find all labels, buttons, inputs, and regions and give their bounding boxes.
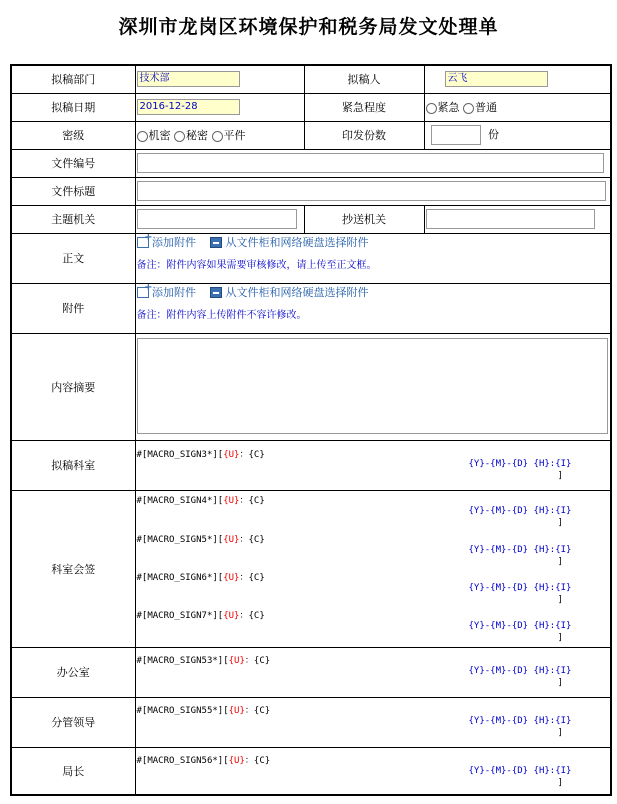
- attach-label: 附件: [11, 283, 135, 333]
- secret-option-confidential[interactable]: 机密: [137, 129, 171, 142]
- radio-icon[interactable]: [463, 103, 474, 114]
- radio-icon[interactable]: [137, 131, 148, 142]
- summary-textarea[interactable]: [137, 338, 608, 434]
- add-file-icon: [137, 237, 149, 248]
- doctitle-label: 文件标题: [11, 177, 135, 205]
- urgency-option-normal[interactable]: 普通: [463, 101, 497, 114]
- copies-label: 印发份数: [304, 121, 424, 149]
- file-cabinet-icon: [210, 287, 222, 298]
- radio-icon[interactable]: [174, 131, 185, 142]
- add-attachment-link[interactable]: + 添加附件: [137, 236, 197, 249]
- file-cabinet-icon: [210, 237, 222, 248]
- urgency-option-urgent[interactable]: 紧急: [426, 101, 460, 114]
- radio-icon[interactable]: [426, 103, 437, 114]
- dept-field[interactable]: 技术部: [137, 71, 240, 87]
- attach-note: 备注：附件内容上传附件不容许修改。: [136, 309, 307, 321]
- date-field[interactable]: 2016-12-28: [137, 99, 240, 115]
- secret-option-secret[interactable]: 秘密: [174, 129, 208, 142]
- signature-block: #[MACRO_SIGN56*][{U}：{C} {Y}-{M}-{D} {H}:{I} ]: [136, 755, 572, 788]
- docno-label: 文件编号: [11, 149, 135, 177]
- doctitle-field[interactable]: [137, 181, 606, 201]
- signature-block: #[MACRO_SIGN53*][{U}：{C} {Y}-{M}-{D} {H}:{I} ]: [136, 655, 572, 688]
- section-label: 科室会签: [11, 490, 135, 647]
- body-note: 备注：附件内容如果需要审核修改，请上传至正文框。: [136, 259, 377, 271]
- radio-icon[interactable]: [212, 131, 223, 142]
- copies-field[interactable]: [431, 125, 481, 145]
- page-title: 深圳市龙岗区环境保护和税务局发文处理单: [118, 16, 499, 38]
- dept-label: 拟稿部门: [11, 65, 135, 93]
- add-file-icon: [137, 287, 149, 298]
- signature-block: #[MACRO_SIGN55*][{U}：{C} {Y}-{M}-{D} {H}:{I} ]: [136, 705, 572, 738]
- subject-label: 主题机关: [11, 205, 135, 233]
- drafter-label: 拟稿人: [304, 65, 424, 93]
- add-attachment-link[interactable]: + 添加附件: [137, 286, 197, 299]
- docno-field[interactable]: [137, 153, 604, 173]
- date-label: 拟稿日期: [11, 93, 135, 121]
- select-from-cabinet-link[interactable]: 从文件柜和网络硬盘选择附件: [210, 236, 369, 249]
- dispatch-form: [10, 64, 612, 796]
- section-label: 拟稿科室: [11, 440, 135, 490]
- secret-option-plain[interactable]: 平件: [212, 129, 246, 142]
- body-label: 正文: [11, 233, 135, 283]
- summary-label: 内容摘要: [11, 333, 135, 440]
- cc-field[interactable]: [426, 209, 595, 229]
- section-label: 办公室: [11, 647, 135, 697]
- select-from-cabinet-link[interactable]: 从文件柜和网络硬盘选择附件: [210, 286, 369, 299]
- urgency-label: 紧急程度: [304, 93, 424, 121]
- cc-label: 抄送机关: [304, 205, 424, 233]
- copies-unit: 份: [488, 128, 499, 141]
- section-label: 局长: [11, 747, 135, 795]
- signature-block: #[MACRO_SIGN4*][{U}：{C} {Y}-{M}-{D} {H}:{I} ] #[MACRO_SIGN5*][{U}：{C} {Y}-{M}-{D} {H}:{I} ] #[MACRO_SIGN6*][{U}：{C} {Y}-{M}-{D} {H}:{I} ] #[MACRO_SIGN7*][{U}：{C} {Y}-{M}-{D} {H}:{I} ]: [136, 495, 572, 643]
- secret-label: 密级: [11, 121, 135, 149]
- subject-field[interactable]: [137, 209, 297, 229]
- drafter-field[interactable]: 云飞: [445, 71, 548, 87]
- signature-block: #[MACRO_SIGN3*][{U}：{C} {Y}-{M}-{D} {H}:{I} ]: [136, 449, 572, 481]
- section-label: 分管领导: [11, 697, 135, 747]
